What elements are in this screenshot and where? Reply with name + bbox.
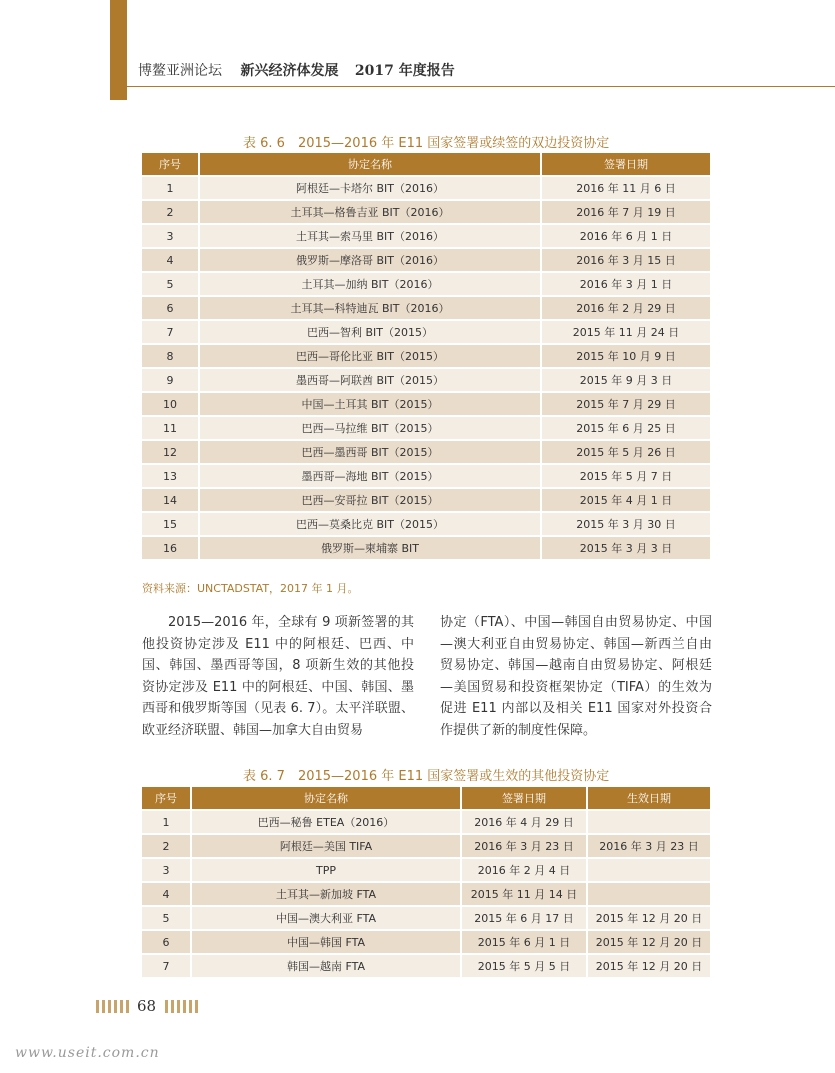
cell-sign-date: 2015 年 3 月 3 日: [542, 537, 710, 561]
cell-index: 13: [142, 465, 198, 489]
table-row: [142, 369, 710, 393]
cell-agreement-name: 中国—澳大利亚 FTA: [192, 907, 460, 931]
cell-effective-date: [588, 883, 710, 907]
side-accent-bar: [110, 0, 127, 100]
table-row: [142, 513, 710, 537]
cell-index: 1: [142, 811, 190, 835]
column-header-sign-date: 签署日期: [462, 787, 586, 811]
table-row: [142, 297, 710, 321]
column-header-name: 协定名称: [200, 153, 540, 177]
table-6-7-caption: 表 6. 7 2015—2016 年 E11 国家签署或生效的其他投资协定: [243, 769, 610, 784]
cell-agreement-name: 俄罗斯—柬埔寨 BIT: [200, 537, 540, 561]
cell-effective-date: 2015 年 12 月 20 日: [588, 955, 710, 979]
table-row: [142, 321, 710, 345]
footer-decoration-left: [96, 1000, 129, 1013]
table-row: [142, 537, 710, 561]
cell-agreement-name: 中国—土耳其 BIT（2015）: [200, 393, 540, 417]
column-header-sign-date: 签署日期: [542, 153, 710, 177]
cell-sign-date: 2016 年 4 月 29 日: [462, 811, 586, 835]
cell-index: 12: [142, 441, 198, 465]
page-number: 68: [137, 997, 157, 1015]
cell-agreement-name: 巴西—哥伦比亚 BIT（2015）: [200, 345, 540, 369]
cell-index: 10: [142, 393, 198, 417]
header-forum: 博鳌亚洲论坛: [138, 63, 222, 79]
cell-index: 6: [142, 931, 190, 955]
cell-sign-date: 2015 年 6 月 17 日: [462, 907, 586, 931]
column-header-index: 序号: [142, 787, 190, 811]
cell-agreement-name: 土耳其—新加坡 FTA: [192, 883, 460, 907]
cell-agreement-name: 巴西—马拉维 BIT（2015）: [200, 417, 540, 441]
cell-effective-date: [588, 859, 710, 883]
table-row: [142, 345, 710, 369]
table-row: [142, 273, 710, 297]
cell-sign-date: 2015 年 4 月 1 日: [542, 489, 710, 513]
table-row: [142, 201, 710, 225]
table-row: [142, 859, 710, 883]
cell-sign-date: 2015 年 6 月 1 日: [462, 931, 586, 955]
cell-index: 4: [142, 249, 198, 273]
cell-index: 2: [142, 201, 198, 225]
cell-sign-date: 2016 年 3 月 15 日: [542, 249, 710, 273]
cell-index: 2: [142, 835, 190, 859]
cell-agreement-name: 中国—韩国 FTA: [192, 931, 460, 955]
table-row: [142, 249, 710, 273]
cell-index: 5: [142, 907, 190, 931]
cell-index: 5: [142, 273, 198, 297]
cell-sign-date: 2016 年 3 月 1 日: [542, 273, 710, 297]
cell-agreement-name: TPP: [192, 859, 460, 883]
table-row: [142, 835, 710, 859]
cell-agreement-name: 巴西—安哥拉 BIT（2015）: [200, 489, 540, 513]
cell-index: 6: [142, 297, 198, 321]
cell-index: 11: [142, 417, 198, 441]
cell-effective-date: 2016 年 3 月 23 日: [588, 835, 710, 859]
column-header-index: 序号: [142, 153, 198, 177]
cell-agreement-name: 巴西—秘鲁 ETEA（2016）: [192, 811, 460, 835]
table-row: [142, 907, 710, 931]
source-note: 资料来源：UNCTADSTAT，2017 年 1 月。: [142, 582, 359, 595]
cell-agreement-name: 巴西—墨西哥 BIT（2015）: [200, 441, 540, 465]
cell-sign-date: 2016 年 6 月 1 日: [542, 225, 710, 249]
running-header: [138, 60, 455, 80]
body-paragraph-left: 2015—2016 年，全球有 9 项新签署的其他投资协定涉及 E11 中的阿根廷、巴西、中国、韩国、墨西哥等国，8 项新生效的其他投资协定涉及 E11 中的阿根廷、中国、韩国、墨西哥和俄罗斯等国（见表 6. 7）。太平洋联盟、欧亚经济联盟、韩国—加拿大自由贸易: [142, 615, 414, 738]
cell-index: 14: [142, 489, 198, 513]
cell-agreement-name: 阿根廷—美国 TIFA: [192, 835, 460, 859]
cell-index: 3: [142, 859, 190, 883]
table-row: [142, 465, 710, 489]
cell-agreement-name: 土耳其—科特迪瓦 BIT（2016）: [200, 297, 540, 321]
header-report: 2017 年度报告: [354, 63, 455, 79]
cell-agreement-name: 韩国—越南 FTA: [192, 955, 460, 979]
cell-index: 16: [142, 537, 198, 561]
cell-sign-date: 2015 年 5 月 7 日: [542, 465, 710, 489]
cell-sign-date: 2015 年 5 月 5 日: [462, 955, 586, 979]
cell-agreement-name: 巴西—智利 BIT（2015）: [200, 321, 540, 345]
cell-agreement-name: 土耳其—索马里 BIT（2016）: [200, 225, 540, 249]
cell-sign-date: 2015 年 10 月 9 日: [542, 345, 710, 369]
cell-index: 4: [142, 883, 190, 907]
cell-sign-date: 2015 年 9 月 3 日: [542, 369, 710, 393]
column-header-name: 协定名称: [192, 787, 460, 811]
table-row: [142, 225, 710, 249]
table-row: [142, 489, 710, 513]
table-row: [142, 177, 710, 201]
watermark: www.useit.com.cn: [15, 1045, 160, 1061]
cell-sign-date: 2016 年 7 月 19 日: [542, 201, 710, 225]
table-6-6-caption: 表 6. 6 2015—2016 年 E11 国家签署或续签的双边投资协定: [243, 136, 610, 151]
table-row: [142, 883, 710, 907]
cell-index: 7: [142, 321, 198, 345]
header-rule: [127, 86, 835, 87]
cell-index: 7: [142, 955, 190, 979]
cell-agreement-name: 俄罗斯—摩洛哥 BIT（2016）: [200, 249, 540, 273]
cell-sign-date: 2015 年 11 月 24 日: [542, 321, 710, 345]
cell-sign-date: 2015 年 11 月 14 日: [462, 883, 586, 907]
cell-index: 9: [142, 369, 198, 393]
table-row: [142, 955, 710, 979]
cell-sign-date: 2016 年 3 月 23 日: [462, 835, 586, 859]
cell-effective-date: 2015 年 12 月 20 日: [588, 907, 710, 931]
cell-agreement-name: 墨西哥—阿联酋 BIT（2015）: [200, 369, 540, 393]
cell-sign-date: 2016 年 2 月 29 日: [542, 297, 710, 321]
header-topic: 新兴经济体发展: [240, 63, 339, 79]
cell-index: 1: [142, 177, 198, 201]
footer-decoration-right: [165, 1000, 198, 1013]
cell-sign-date: 2016 年 2 月 4 日: [462, 859, 586, 883]
cell-sign-date: 2016 年 11 月 6 日: [542, 177, 710, 201]
cell-index: 3: [142, 225, 198, 249]
table-row: [142, 441, 710, 465]
cell-agreement-name: 土耳其—加纳 BIT（2016）: [200, 273, 540, 297]
cell-index: 8: [142, 345, 198, 369]
cell-agreement-name: 巴西—莫桑比克 BIT（2015）: [200, 513, 540, 537]
cell-index: 15: [142, 513, 198, 537]
cell-sign-date: 2015 年 3 月 30 日: [542, 513, 710, 537]
table-6-7: [140, 787, 712, 979]
cell-agreement-name: 墨西哥—海地 BIT（2015）: [200, 465, 540, 489]
table-row: [142, 393, 710, 417]
table-6-6: [140, 153, 712, 561]
table-row: [142, 931, 710, 955]
cell-sign-date: 2015 年 7 月 29 日: [542, 393, 710, 417]
cell-sign-date: 2015 年 5 月 26 日: [542, 441, 710, 465]
column-header-effective-date: 生效日期: [588, 787, 710, 811]
body-paragraph-right: 协定（FTA）、中国—韩国自由贸易协定、中国—澳大利亚自由贸易协定、韩国—新西兰自由贸易协定、韩国—越南自由贸易协定、阿根廷—美国贸易和投资框架协定（TIFA）的生效为促进 E11 内部以及相关 E11 国家对外投资合作提供了新的制度性保障。: [440, 615, 712, 738]
table-row: [142, 417, 710, 441]
cell-agreement-name: 土耳其—格鲁吉亚 BIT（2016）: [200, 201, 540, 225]
cell-agreement-name: 阿根廷—卡塔尔 BIT（2016）: [200, 177, 540, 201]
cell-effective-date: [588, 811, 710, 835]
cell-sign-date: 2015 年 6 月 25 日: [542, 417, 710, 441]
cell-effective-date: 2015 年 12 月 20 日: [588, 931, 710, 955]
table-row: [142, 811, 710, 835]
